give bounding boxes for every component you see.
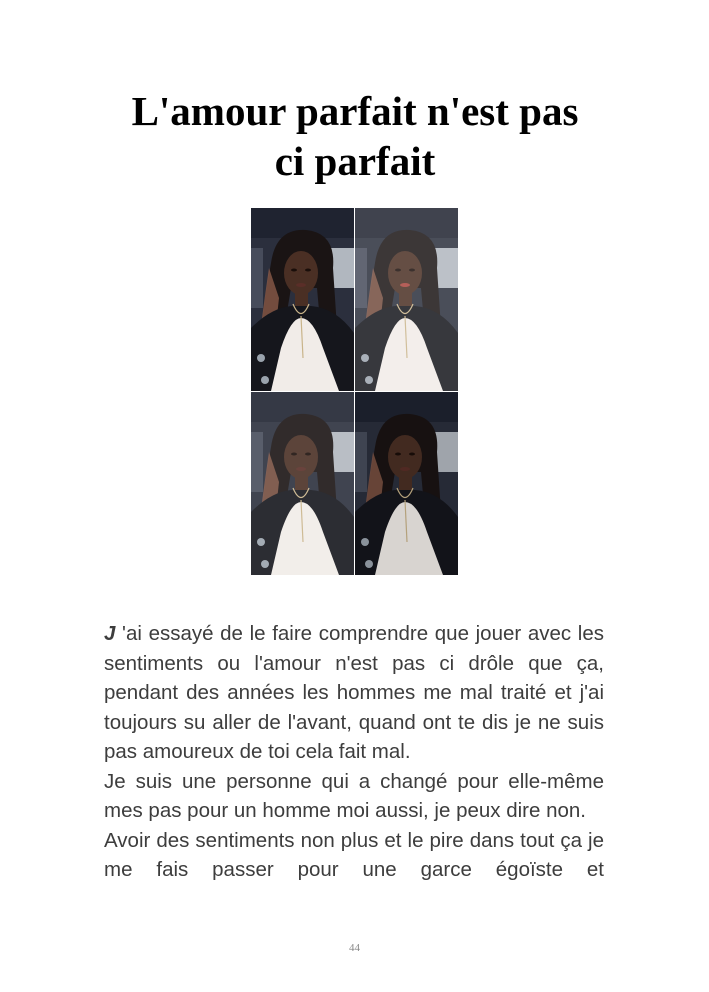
paragraph-1 [104, 619, 604, 767]
portrait-illustration [251, 392, 354, 575]
body-text [104, 619, 604, 885]
selfie-photo-top-left [251, 208, 354, 391]
page-number: 44 [349, 942, 360, 954]
paragraph-2: Je suis une personne qui a changé pour elle-même mes pas pour un homme moi aussi, je peux dire non. [104, 769, 604, 822]
selfie-photo-bottom-left [251, 392, 354, 575]
paragraph-1-text: 'ai essayé de le faire comprendre que jouer avec les sentiments ou l'amour n'est pas ci drôle que ça, pendant des années les hommes me mal traité et j'ai toujours su aller de l'avant, quand ont te dis je ne suis pas amoureux de toi cela fait mal. [104, 622, 604, 763]
portrait-illustration [251, 208, 354, 391]
drop-cap-letter: J [104, 622, 116, 645]
page-title [60, 86, 650, 186]
selfie-photo-top-right [355, 208, 458, 391]
paragraph-3: Avoir des sentiments non plus et le pire dans tout ça je me fais passer pour une garce égoïste et [104, 828, 604, 881]
title-line-2: ci parfait [274, 138, 436, 184]
portrait-illustration [355, 392, 458, 575]
portrait-illustration [355, 208, 458, 391]
title-line-1: L'amour parfait n'est pas [131, 88, 579, 134]
selfie-photo-bottom-right [355, 392, 458, 575]
photo-collage [251, 208, 458, 575]
